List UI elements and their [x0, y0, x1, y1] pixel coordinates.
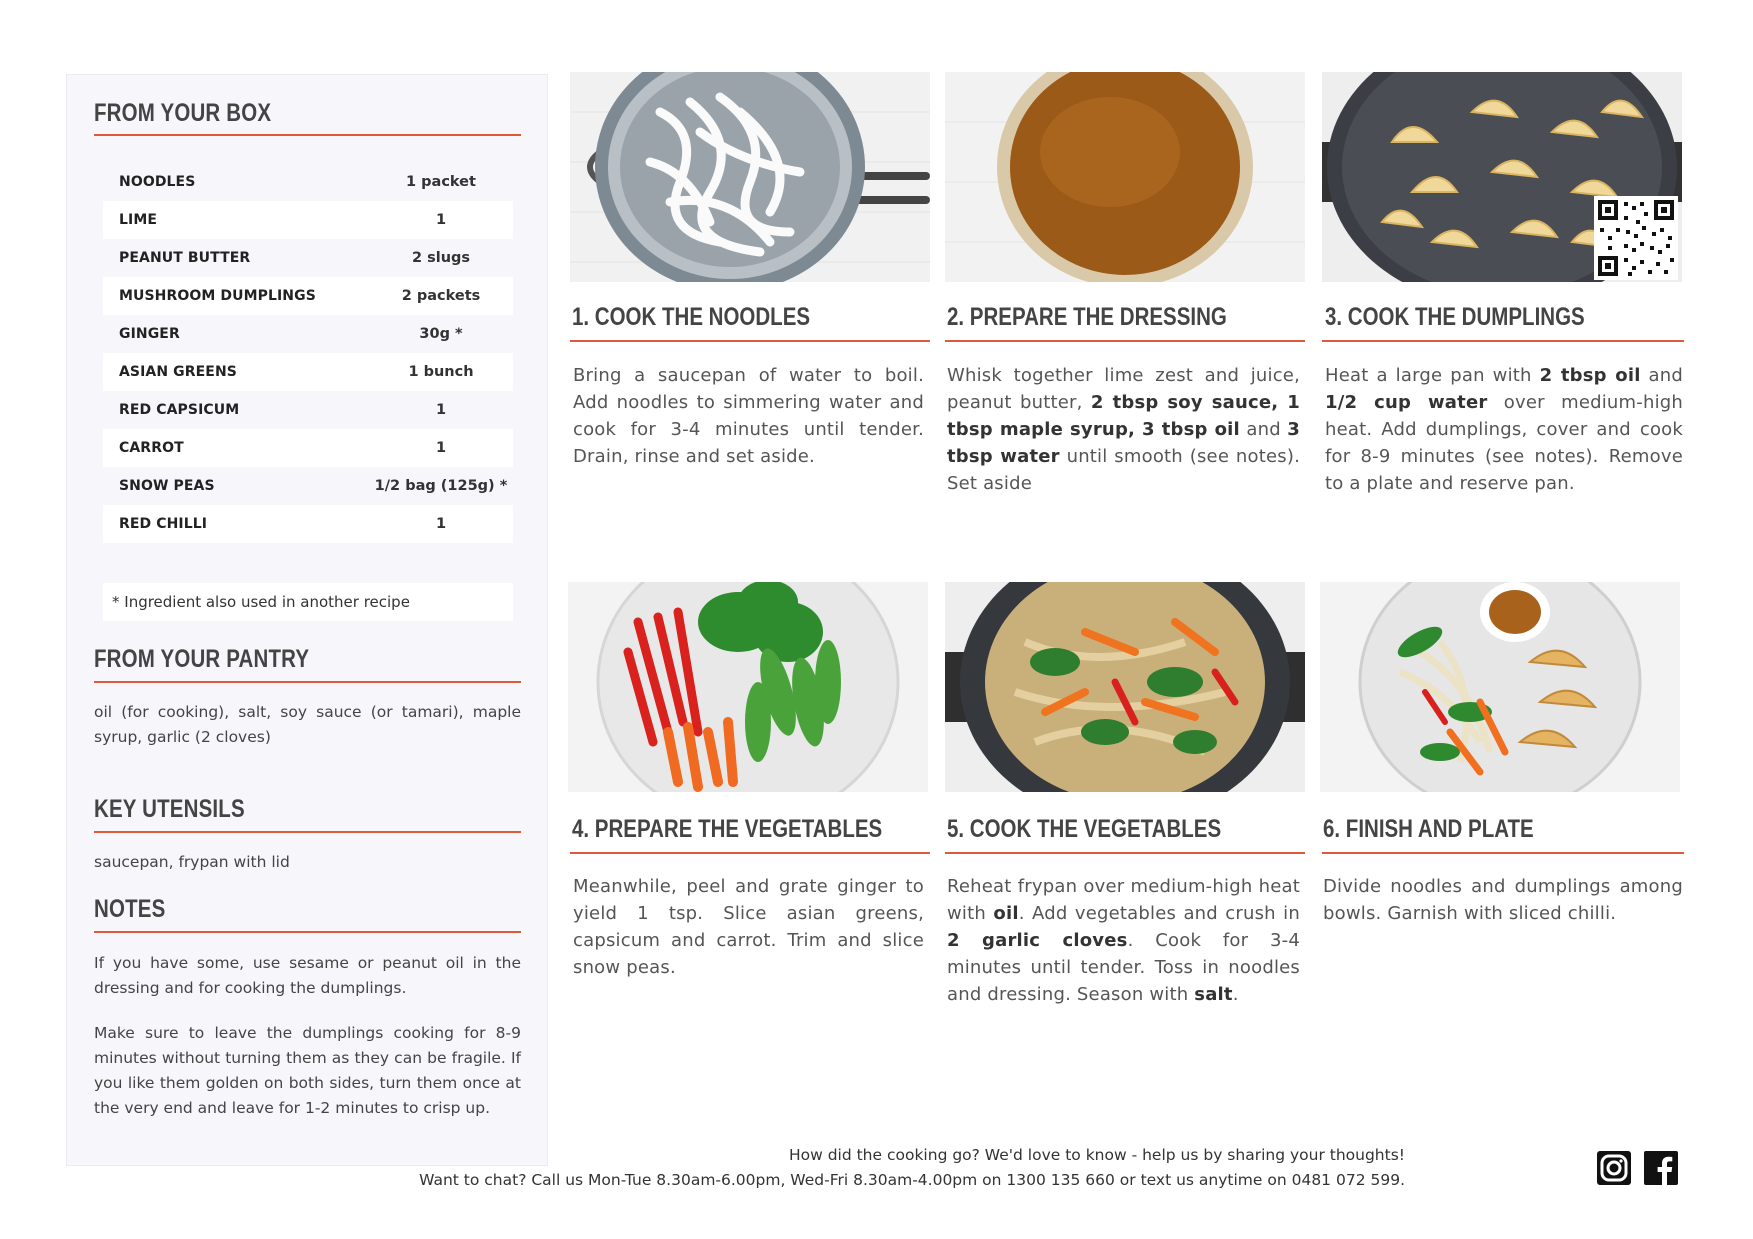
- pantry-text: oil (for cooking), salt, soy sauce (or tamari), maple syrup, garlic (2 cloves): [94, 703, 521, 746]
- step-text-segment: Whisk together lime zest and juice, peanut butter,: [947, 365, 1300, 413]
- step-text-segment: and: [1640, 365, 1683, 386]
- from-your-pantry-title: FROM YOUR PANTRY: [94, 645, 310, 673]
- footer-feedback-line: How did the cooking go? We'd love to know - help us by sharing your thoughts!: [788, 1146, 1405, 1164]
- ingredient-footnote: * Ingredient also used in another recipe: [103, 583, 513, 621]
- step-3-title: 3. COOK THE DUMPLINGS: [1325, 303, 1585, 331]
- ingredient-row: [103, 315, 513, 353]
- step-2-photo: [945, 72, 1305, 282]
- ingredient-quantity: 2 packets: [401, 288, 481, 304]
- ingredients-table: [103, 163, 513, 543]
- ingredient-row: [103, 353, 513, 391]
- ingredient-name: LIME: [119, 212, 158, 228]
- ingredient-name: RED CAPSICUM: [119, 402, 240, 418]
- step-divider: [945, 852, 1305, 854]
- step-4-text: [573, 873, 924, 981]
- ingredient-quantity: 1/2 bag (125g) *: [374, 478, 508, 494]
- step-text-segment: . Cook for 3-4 minutes until tender. Toss in noodles and dressing. Season with: [947, 930, 1300, 1005]
- ingredient-row: [103, 391, 513, 429]
- step-6-photo: [1320, 582, 1680, 792]
- step-5-title: 5. COOK THE VEGETABLES: [947, 815, 1222, 843]
- notes-title: NOTES: [94, 895, 166, 923]
- notes-paragraph-2: Make sure to leave the dumplings cooking for 8-9 minutes without turning them as they can be fragile. If you like them golden on both sides, turn them once at the very end and leave for 1-2 minutes to crisp up.: [94, 1024, 521, 1117]
- step-text-segment: Meanwhile, peel and grate ginger to yield 1 tsp. Slice asian greens, capsicum and carrot. Trim and slice snow peas.: [573, 876, 924, 978]
- step-divider: [570, 852, 930, 854]
- ingredient-name: RED CHILLI: [119, 516, 208, 532]
- section-divider: [94, 831, 521, 833]
- step-text-segment: until smooth (see notes). Set aside: [947, 446, 1301, 494]
- ingredient-name: MUSHROOM DUMPLINGS: [119, 288, 316, 304]
- step-1-text: [573, 362, 924, 470]
- ingredient-row: [103, 467, 513, 505]
- step-4-title: 4. PREPARE THE VEGETABLES: [572, 815, 883, 843]
- step-3-photo: [1322, 72, 1682, 282]
- step-5-text: [947, 873, 1300, 1008]
- footer-contact-line: Want to chat? Call us Mon-Tue 8.30am-6.00pm, Wed-Fri 8.30am-4.00pm on 1300 135 660 or text us anytime on 0481 072 599.: [419, 1171, 1405, 1189]
- ingredient-quantity: 1: [435, 440, 447, 456]
- step-text-segment: Bring a saucepan of water to boil. Add noodles to simmering water and cook for 3-4 minutes until tender. Drain, rinse and set aside.: [573, 365, 924, 467]
- ingredient-name: PEANUT BUTTER: [119, 250, 251, 266]
- instagram-icon[interactable]: [1596, 1150, 1632, 1186]
- step-divider: [945, 340, 1305, 342]
- section-divider: [94, 681, 521, 683]
- step-6-title: 6. FINISH AND PLATE: [1323, 815, 1534, 843]
- step-text-segment: .: [1232, 984, 1239, 1005]
- ingredient-row: [103, 163, 513, 201]
- step-text-segment: Heat a large pan with: [1325, 365, 1540, 386]
- step-divider: [570, 340, 930, 342]
- ingredient-quantity: 1 packet: [406, 174, 476, 190]
- step-5-photo: [945, 582, 1305, 792]
- ingredient-row: [103, 239, 513, 277]
- step-6-text: [1323, 873, 1683, 927]
- step-1-photo: [570, 72, 930, 282]
- ingredient-quantity: 30g *: [419, 326, 463, 342]
- ingredient-quantity: 1: [435, 402, 447, 418]
- step-text-emphasis: 2 tbsp soy sauce, 1 tbsp maple syrup, 3 tbsp oil: [947, 392, 1300, 440]
- step-2-text: [947, 362, 1300, 497]
- ingredient-name: SNOW PEAS: [119, 478, 215, 494]
- ingredient-name: GINGER: [119, 326, 180, 342]
- ingredient-quantity: 2 slugs: [411, 250, 471, 266]
- facebook-icon[interactable]: [1643, 1150, 1679, 1186]
- step-text-emphasis: salt: [1194, 984, 1233, 1005]
- utensils-text: saucepan, frypan with lid: [94, 853, 290, 871]
- ingredients-sidebar: [66, 74, 548, 1166]
- step-text-segment: . Add vegetables and crush in: [1018, 903, 1300, 924]
- ingredient-quantity: 1: [435, 212, 447, 228]
- ingredient-name: ASIAN GREENS: [119, 364, 237, 380]
- ingredient-quantity: 1: [435, 516, 447, 532]
- step-text-segment: and: [1239, 419, 1288, 440]
- step-text-emphasis: 3 tbsp water: [947, 419, 1300, 467]
- step-text-emphasis: 1/2 cup water: [1325, 392, 1488, 413]
- section-divider: [94, 134, 521, 136]
- from-your-box-title: FROM YOUR BOX: [94, 99, 272, 127]
- step-3-text: [1325, 362, 1683, 497]
- ingredient-row: [103, 505, 513, 543]
- step-divider: [1322, 852, 1684, 854]
- step-text-segment: over medium-high heat. Add dumplings, cover and cook for 8-9 minutes (see notes). Remove to a plate and reserve pan.: [1325, 392, 1684, 494]
- ingredient-row: [103, 201, 513, 239]
- footer-contact: [419, 1143, 1405, 1193]
- step-text-emphasis: 2 tbsp oil: [1539, 365, 1641, 386]
- step-divider: [1322, 340, 1684, 342]
- qr-code-icon: [1594, 196, 1678, 280]
- step-text-emphasis: oil: [993, 903, 1019, 924]
- step-1-title: 1. COOK THE NOODLES: [572, 303, 811, 331]
- ingredient-row: [103, 429, 513, 467]
- ingredient-quantity: 1 bunch: [408, 364, 474, 380]
- notes-paragraph-1: If you have some, use sesame or peanut oil in the dressing and for cooking the dumplings.: [94, 954, 521, 997]
- step-text-emphasis: 2 garlic cloves: [947, 930, 1128, 951]
- ingredient-row: [103, 277, 513, 315]
- step-2-title: 2. PREPARE THE DRESSING: [947, 303, 1227, 331]
- step-text-segment: Divide noodles and dumplings among bowls. Garnish with sliced chilli.: [1323, 876, 1683, 924]
- ingredient-name: NOODLES: [119, 174, 196, 190]
- step-text-segment: Reheat frypan over medium-high heat with: [947, 876, 1300, 924]
- step-4-photo: [568, 582, 928, 792]
- section-divider: [94, 931, 521, 933]
- key-utensils-title: KEY UTENSILS: [94, 795, 245, 823]
- ingredient-name: CARROT: [119, 440, 184, 456]
